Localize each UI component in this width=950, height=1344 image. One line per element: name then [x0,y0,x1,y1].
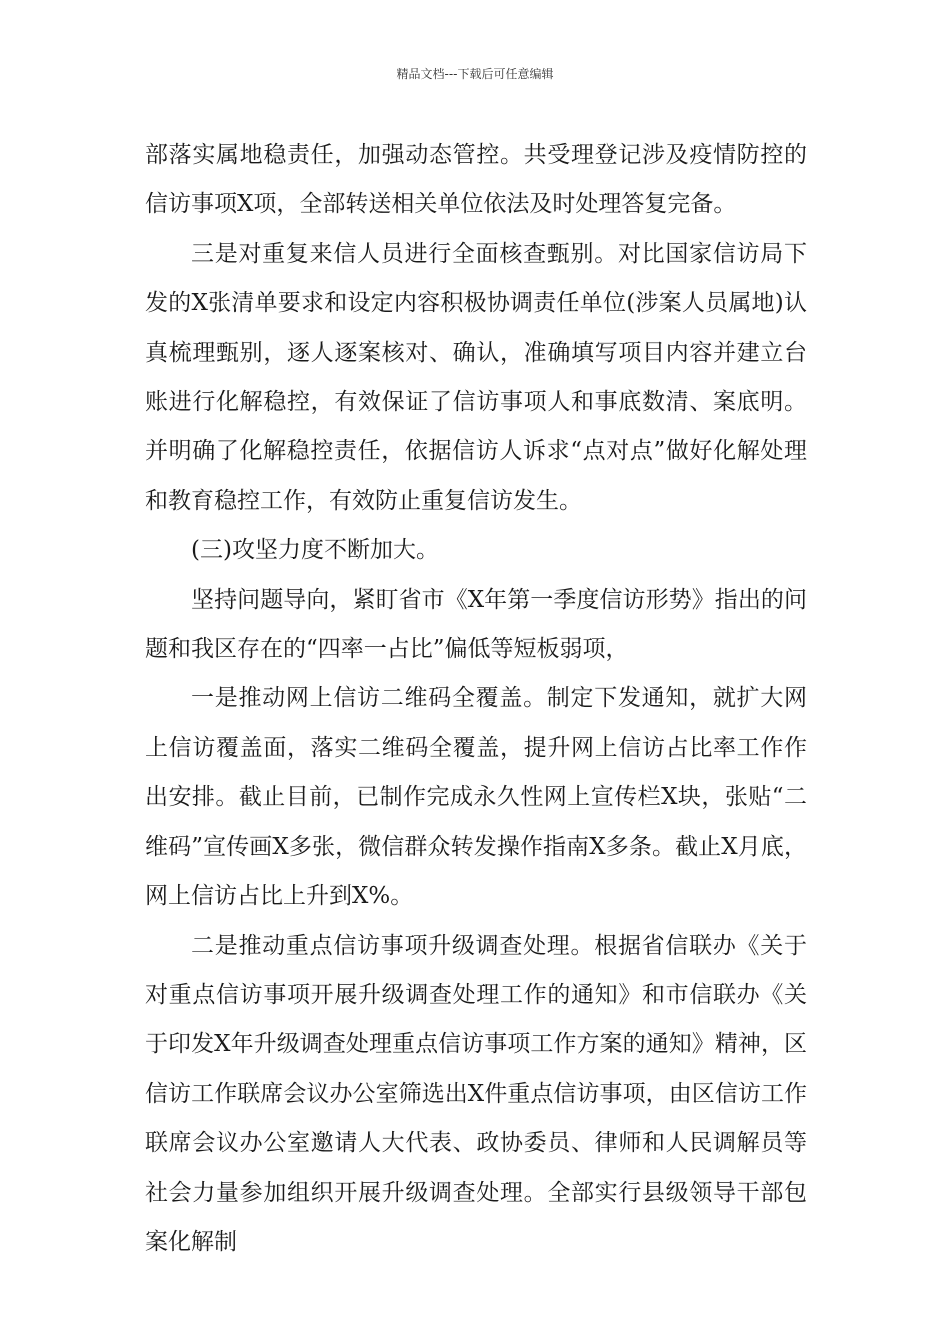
paragraph-problem-oriented: 坚持问题导向，紧盯省市《X年第一季度信访形势》指出的问题和我区存在的“四率一占比”偏低等短板弱项， [145,586,807,663]
paragraph-point-two: 二是推动重点信访事项升级调查处理。根据省信联办《关于对重点信访事项开展升级调查处理工作的通知》和市信联办《关于印发X年升级调查处理重点信访事项工作方案的通知》精神，区信访工作联席会议办公室筛选出X件重点信访事项，由区信访工作联席会议办公室邀请人大代表、政协委员、律师和人民调解员等社会力量参加组织开展升级调查处理。全部实行县级领导干部包案化解制 [145,932,807,1255]
paragraph-point-three: 三是对重复来信人员进行全面核查甄别。对比国家信访局下发的X张清单要求和设定内容积极协调责任单位(涉案人员属地)认真梳理甄别，逐人逐案核对、确认，准确填写项目内容并建立台账进行化解稳控，有效保证了信访事项人和事底数清、案底明。并明确了化解稳控责任，依据信访人诉求“点对点”做好化解处理和教育稳控工作，有效防止重复信访发生。 [145,240,807,514]
page-header: 精品文档---下载后可任意编辑 [396,67,554,81]
paragraph-point-one: 一是推动网上信访二维码全覆盖。制定下发通知，就扩大网上信访覆盖面，落实二维码全覆盖，提升网上信访占比率工作作出安排。截止目前，已制作完成永久性网上宣传栏X块，张贴“二维码”宣传画X多张，微信群众转发操作指南X多条。截止X月底，网上信访占比上升到X%。 [145,685,807,910]
document-body [145,131,807,1267]
paragraph-continuation: 部落实属地稳责任，加强动态管控。共受理登记涉及疫情防控的信访事项X项，全部转送相关单位依法及时处理答复完备。 [145,142,807,218]
section-heading: (三)攻坚力度不断加大。 [191,537,439,564]
